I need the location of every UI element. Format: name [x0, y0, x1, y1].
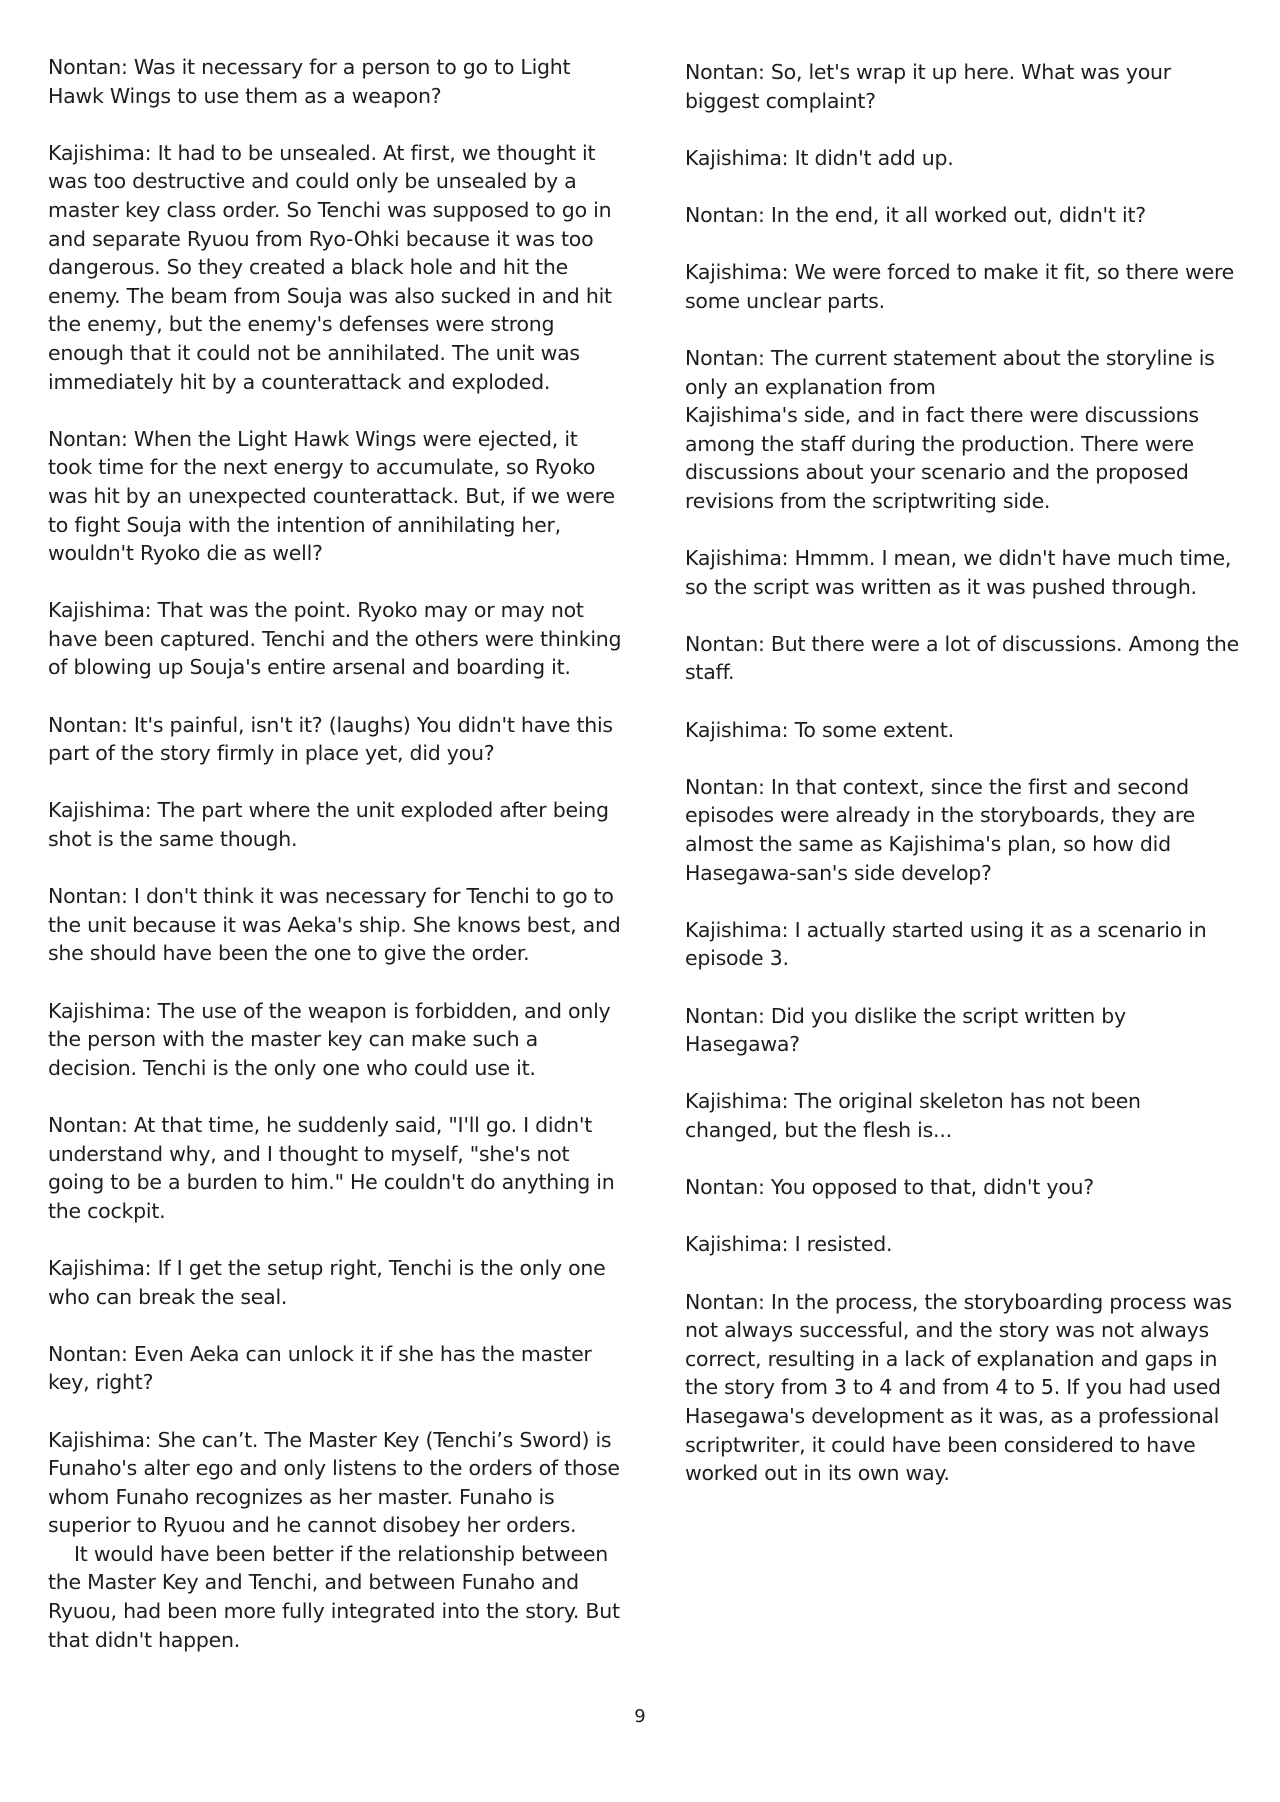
paragraph: Kajishima: That was the point. Ryoko may or may not have been captured. Tenchi and the others were thinking of blowing up Souja's entire arsenal and boarding it. — [48, 598, 622, 680]
paragraph: Nontan: At that time, he suddenly said, "I'll go. I didn't understand why, and I thought to myself, "she's not going to be a burden to him." He couldn't do anything in the cockpit. — [48, 1112, 615, 1223]
paragraph: Nontan: When the Light Hawk Wings were ejected, it took time for the next energy to accumulate, so Ryoko was hit by an unexpected counterattack. But, if we were to fight Souja with the intention of annihilating her, wouldn't Ryoko die as well? — [48, 426, 615, 566]
paragraph: Kajishima: It had to be unsealed. At first, we thought it was too destructive and could only be unsealed by a master key class order. So Tenchi was supposed to go in and separate Ryuou from Ryo-Ohki because it was too dangerous. So they created a black hole and hit the enemy. The beam from Souja was also sucked in and hit the enemy, but the enemy's defenses were strong enough that it could not be annihilated. The unit was immediately hit by a counterattack and exploded. — [48, 140, 612, 394]
paragraph: Nontan: In that context, since the first and second episodes were already in the storyboards, they are almost the same as Kajishima's plan, so how did Hasegawa-san's side develop? — [685, 774, 1195, 885]
paragraph: Nontan: It's painful, isn't it? (laughs) You didn't have this part of the story firmly in place yet, did you? — [48, 712, 613, 766]
paragraph: Kajishima: I resisted. — [685, 1232, 893, 1257]
paragraph: Nontan: The current statement about the storyline is only an explanation from — [685, 345, 1215, 399]
paragraph: Kajishima: Hmmm. I mean, we didn't have much time, so the script was written as it was pushed through. — [685, 546, 1232, 599]
paragraph: Kajishima: The original skeleton has not been changed, but the flesh is... — [685, 1089, 1141, 1142]
paragraph: Nontan: So, let's wrap it up here. What was your biggest complaint? — [685, 60, 1171, 113]
paragraph: Nontan: But there were a lot of discussions. Among the staff. — [685, 631, 1240, 685]
right-column — [685, 58, 1240, 1516]
paragraph: Nontan: You opposed to that, didn't you? — [685, 1175, 1094, 1200]
page-number: 9 — [634, 1706, 646, 1727]
paragraph: Kajishima's side, and in fact there were discussions among the staff during the production. There were discussions about your scenario and the proposed revisions from the scriptwriting side. — [685, 403, 1199, 513]
paragraph: It would have been better if the relationship between the Master Key and Tenchi, and between Funaho and Ryuou, had been more fully integrated into the story. But that didn't happen. — [48, 1541, 620, 1652]
paragraph: Nontan: Was it necessary for a person to go to Light Hawk Wings to use them as a weapon? — [48, 55, 571, 108]
paragraph: Nontan: In the process, the storyboarding process was not always successful, and the story was not always correct, resulting in a lack of explanation and gaps in the story from 3 to 4 and from 4 to 5. If you had used Hasegawa's development as it was, as a professional scriptwriter, it could have been considered to have worked out in its own way. — [685, 1289, 1232, 1486]
left-column — [48, 53, 623, 1683]
paragraph: Nontan: In the end, it all worked out, didn't it? — [685, 202, 1146, 227]
paragraph: Nontan: Did you dislike the script written by Hasegawa? — [685, 1003, 1126, 1057]
paragraph: Kajishima: The part where the unit exploded after being shot is the same though. — [48, 798, 609, 852]
paragraph: Nontan: Even Aeka can unlock it if she has the master key, right? — [48, 1341, 592, 1395]
paragraph: Kajishima: If I get the setup right, Tenchi is the only one who can break the seal. — [48, 1255, 606, 1309]
paragraph: Kajishima: The use of the weapon is forbidden, and only the person with the master key can make such a decision. Tenchi is the only one who could use it. — [48, 998, 611, 1080]
paragraph: Kajishima: It didn't add up. — [685, 145, 954, 170]
paragraph: Kajishima: She can’t. The Master Key (Tenchi’s Sword) is Funaho's alter ego and only listens to the orders of those whom Funaho recognizes as her master. Funaho is superior to Ryuou and he cannot disobey her orders. — [48, 1427, 620, 1538]
paragraph: Kajishima: I actually started using it as a scenario in episode 3. — [685, 917, 1207, 971]
paragraph: Kajishima: We were forced to make it fit, so there were some unclear parts. — [685, 260, 1235, 313]
paragraph: Kajishima: To some extent. — [685, 717, 954, 742]
paragraph: Nontan: I don't think it was necessary for Tenchi to go to the unit because it was Aeka's ship. She knows best, and she should have been the one to give the order. — [48, 884, 621, 966]
